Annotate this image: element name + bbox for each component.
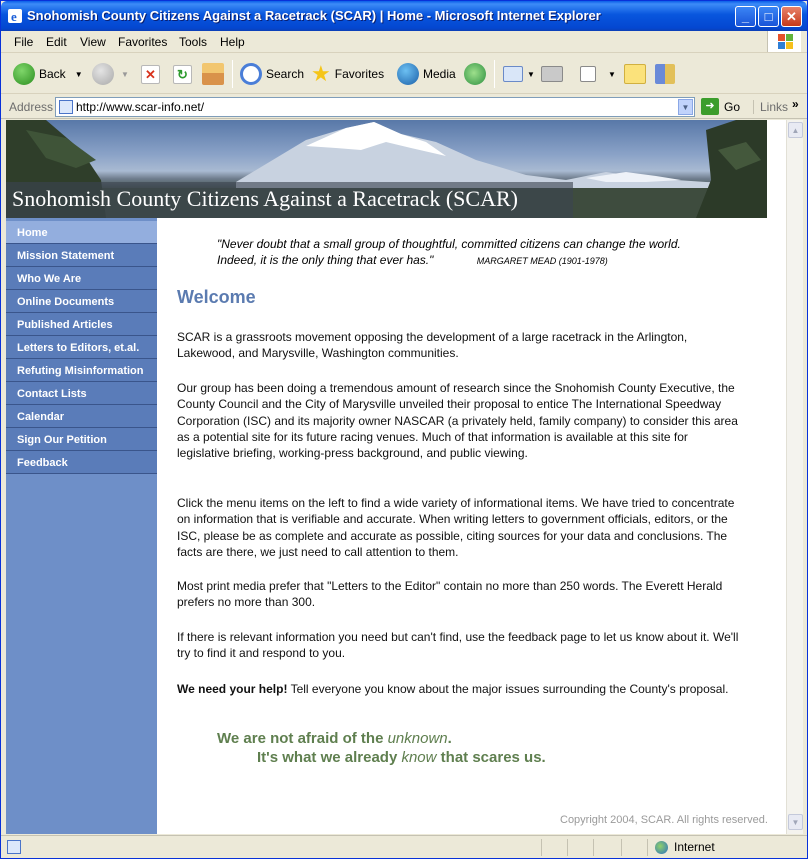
nav-item-online-documents[interactable]: Online Documents [6,290,157,313]
close-button[interactable]: ✕ [781,6,802,27]
help-paragraph [177,681,742,697]
discuss-button[interactable] [624,60,650,88]
menu-edit[interactable]: Edit [46,35,67,49]
edit-dropdown-icon[interactable]: ▼ [608,69,616,79]
scroll-down-icon[interactable]: ▼ [788,814,803,830]
letters-paragraph: Most print media prefer that "Letters to the Editor" contain no more than 250 words. The Everett Herald prefers no more than 300. [177,579,723,610]
nav-item-sign-our-petition[interactable]: Sign Our Petition [6,428,157,451]
scroll-up-icon[interactable]: ▲ [788,122,803,138]
research-paragraph: Our group has been doing a tremendous amount of research since the Snohomish County Executive, the County Council and the City of Marysville unveiled their proposal to entice The International Speedway Corporation (ISC) and its majority owner NASCAR (a privately held, family company) to consider this area as a potential site for its future racing venues. Much of that information is available at this site for legislative briefing, working-press background, and public viewing. [177,381,738,461]
address-input[interactable] [55,97,695,117]
home-button[interactable] [202,60,228,88]
address-dropdown-icon[interactable]: ▼ [678,99,693,115]
address-url: http://www.scar-info.net/ [76,100,205,114]
status-divider [567,839,568,856]
status-divider [541,839,542,856]
nav-item-calendar[interactable]: Calendar [6,405,157,428]
nav-item-who-we-are[interactable]: Who We Are [6,267,157,290]
banner-title: Snohomish County Citizens Against a Racetrack (SCAR) [6,182,573,218]
site-banner [6,120,767,218]
research-icon [655,64,675,84]
mail-button[interactable] [503,60,535,88]
maximize-button[interactable]: □ [758,6,779,27]
nav-item-mission-statement[interactable]: Mission Statement [6,244,157,267]
edit-button[interactable] [580,60,616,88]
search-button[interactable] [240,60,304,88]
title-bar[interactable] [1,1,807,31]
nav-item-contact-lists[interactable]: Contact Lists [6,382,157,405]
motto-2-italic: know [401,749,437,766]
zone-label: Internet [674,840,715,854]
mail-icon [503,66,523,82]
back-arrow-icon [13,63,35,85]
forward-dropdown-icon[interactable]: ▼ [121,69,129,79]
motto-line-1 [217,730,452,747]
go-label: Go [724,99,741,114]
toolbar-separator [494,60,495,88]
motto-1-part-a: We are not afraid of the [217,730,388,747]
help-text: Tell everyone you know about the major issues surrounding the County's proposal. [287,682,729,696]
toolbar [1,54,807,94]
motto-1-part-c: . [447,730,452,747]
page-icon [59,100,73,114]
forward-arrow-icon [92,63,114,85]
status-divider [593,839,594,856]
nav-item-letters-to-editors[interactable]: Letters to Editors, et.al. [6,336,157,359]
globe-icon [655,841,668,854]
favorites-label: Favorites [334,67,385,81]
menu-tools[interactable]: Tools [179,35,208,49]
vertical-scrollbar[interactable] [786,120,803,834]
page-title: Welcome [177,287,256,307]
refresh-icon: ↻ [173,65,192,84]
links-chevron-icon[interactable]: » [792,97,799,111]
motto-2-part-a: It's what we already [257,749,402,766]
nav-item-refuting-misinformation[interactable]: Refuting Misinformation [6,359,157,382]
refresh-button[interactable] [173,60,196,88]
window-title: Snohomish County Citizens Against a Racetrack (SCAR) | Home - Microsoft Internet Explorer [27,8,601,23]
media-icon [397,63,419,85]
media-button[interactable] [397,60,456,88]
menu-view[interactable]: View [80,35,106,49]
history-icon [464,63,486,85]
nav-item-home[interactable]: Home [6,221,157,244]
history-button[interactable] [464,60,490,88]
intro-paragraph: SCAR is a grassroots movement opposing the development of a large racetrack in the Arlington, Lakewood, and Marysville, Washington communities. [177,330,688,361]
go-arrow-icon: ➜ [701,98,719,115]
research-button[interactable] [655,60,679,88]
motto-line-2 [257,749,546,766]
motto-1-italic: unknown [387,730,448,747]
print-button[interactable] [541,60,567,88]
print-icon [541,66,563,82]
quote-author: MARGARET MEAD (1901-1978) [476,256,608,266]
menu-help[interactable]: Help [220,35,245,49]
back-dropdown-icon[interactable]: ▼ [74,69,83,79]
home-icon [202,63,224,85]
menu-instructions-paragraph: Click the menu items on the left to find a wide variety of informational items. We have tried to concentrate on information that is verifiable and accurate. When writing letters to government officials, editors, or the ISC, please be as complete and accurate as possible, citing sources for your data and conclusions. The facts are there, we just need to call attention to them. [177,496,735,559]
nav-item-published-articles[interactable]: Published Articles [6,313,157,336]
nav-item-feedback[interactable]: Feedback [6,451,157,474]
edit-icon [580,66,596,82]
windows-logo-icon [767,31,801,52]
links-button[interactable]: Links [753,100,788,114]
search-icon [240,63,262,85]
svg-text:e: e [11,9,17,24]
stop-button[interactable] [141,60,164,88]
star-icon: ★ [311,61,331,86]
copyright-text: Copyright 2004, SCAR. All rights reserved. [560,814,768,826]
ie-icon [7,8,23,24]
feedback-paragraph: If there is relevant information you need but can't find, use the feedback page to let us know about it. We'll try to find it and respond to you. [177,630,739,661]
discuss-icon [624,64,646,84]
page-viewport [6,120,786,834]
search-label: Search [266,67,305,81]
back-button[interactable] [13,60,83,88]
minimize-button[interactable]: _ [735,6,756,27]
status-divider [621,839,622,856]
menu-file[interactable]: File [14,35,34,49]
status-divider [647,839,648,856]
mail-dropdown-icon[interactable]: ▼ [527,69,535,79]
quote-block [217,236,717,269]
address-label: Address [9,100,54,114]
status-bar [1,835,807,858]
quote-text: "Never doubt that a small group of thoughtful, committed citizens can change the world. Indeed, it is the only thing that ever has." [217,237,681,267]
stop-icon: ✕ [141,65,160,84]
go-button[interactable] [701,98,740,115]
favorites-button[interactable] [311,60,384,88]
back-label: Back [39,67,66,81]
sidebar-nav [6,218,157,834]
motto-2-part-c: that scares us. [436,749,546,766]
media-label: Media [423,67,456,81]
help-bold-text: We need your help! [177,682,288,696]
menu-bar [1,31,807,53]
menu-favorites[interactable]: Favorites [118,35,168,49]
page-status-icon [7,840,21,854]
forward-button[interactable] [92,60,129,88]
security-zone [655,840,715,854]
toolbar-separator [232,60,233,88]
address-bar [1,95,807,119]
